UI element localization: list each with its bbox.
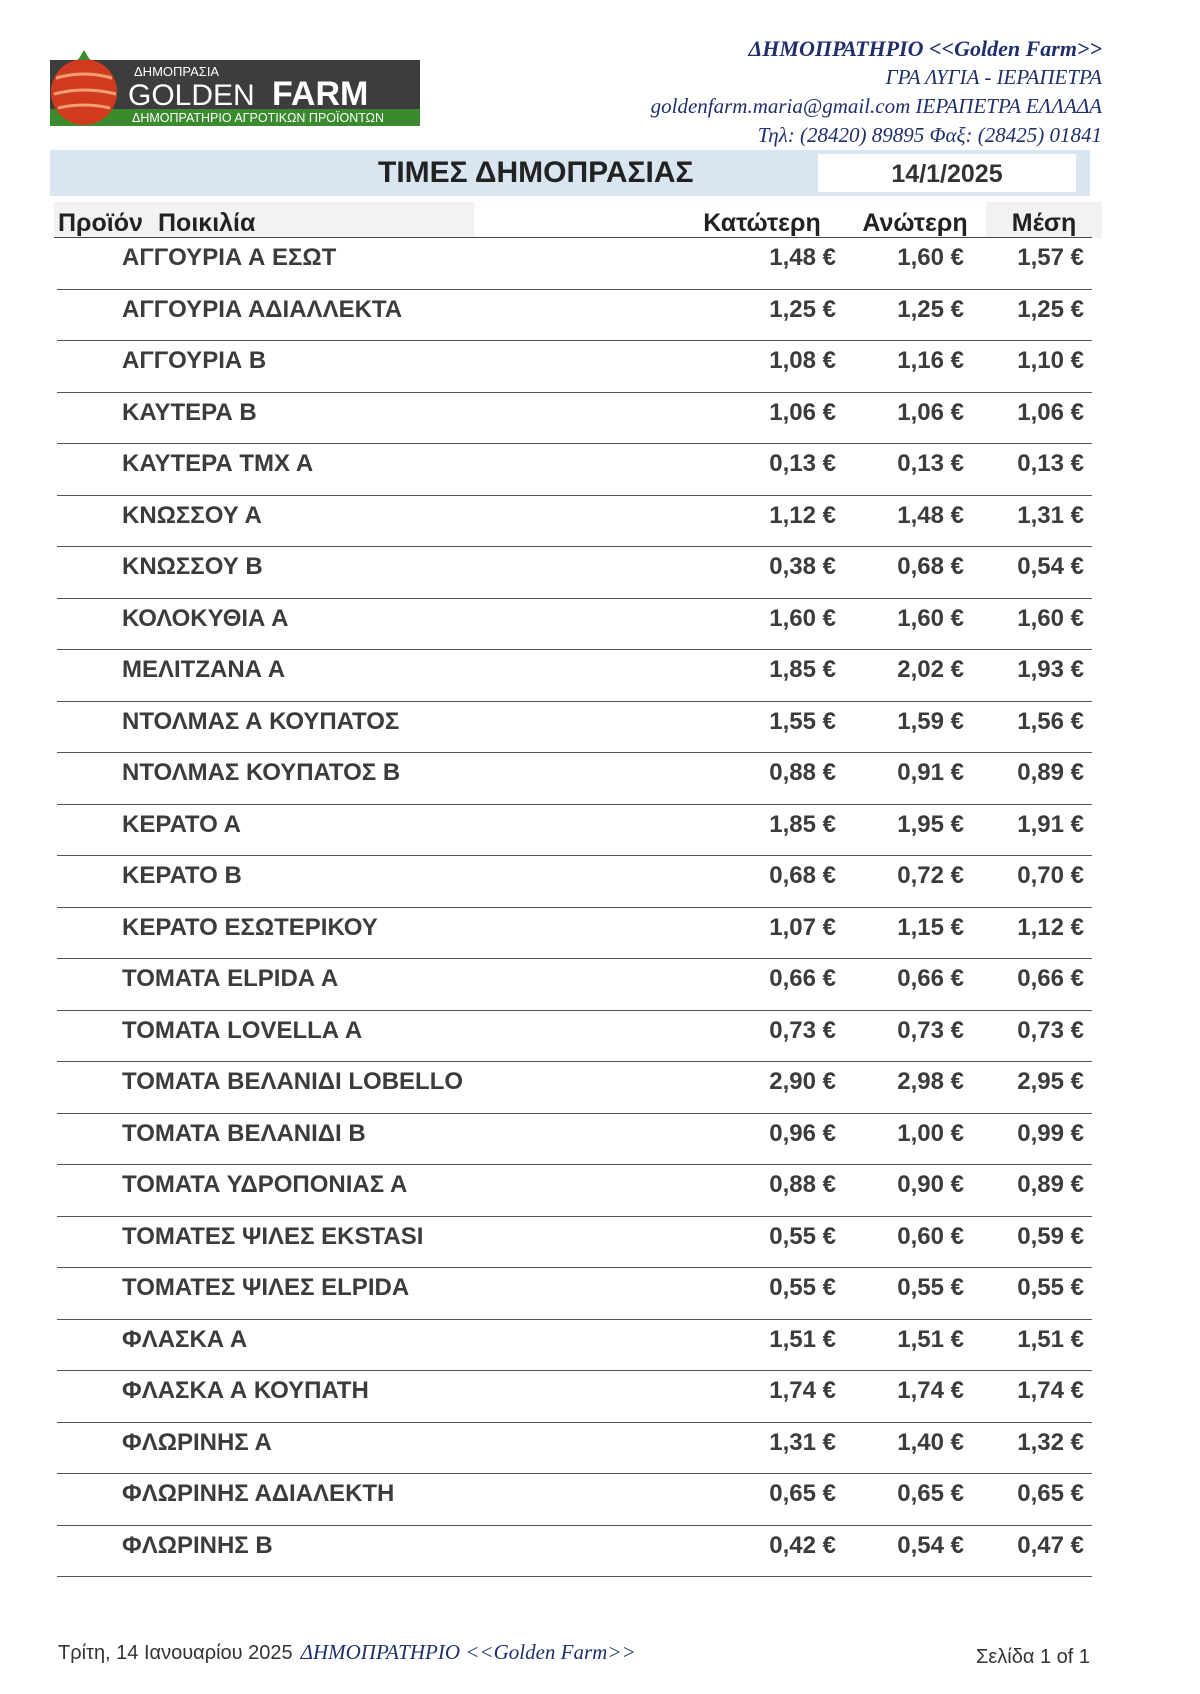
- high-price-cell: 1,60 €: [897, 244, 964, 271]
- golden-farm-logo: [50, 48, 420, 128]
- avg-price-cell: 0,99 €: [1017, 1119, 1084, 1147]
- company-email: goldenfarm.maria@gmail.com ΙΕΡΑΠΕΤΡΑ ΕΛΛΑΔΑ: [650, 94, 1102, 118]
- low-price-cell: 1,55 €: [769, 707, 836, 735]
- variety-cell: ΚΕΡΑΤΟ Β: [122, 862, 242, 889]
- high-price-cell: 1,06 €: [897, 398, 964, 426]
- avg-price-cell: 1,57 €: [1017, 244, 1084, 271]
- low-price-cell: 1,12 €: [769, 501, 836, 529]
- table-row: [57, 238, 1092, 290]
- variety-cell: ΑΓΓΟΥΡΙΑ Β: [122, 347, 267, 374]
- variety-cell: ΤΟΜΑΤΑ ΒΕΛΑΝΙΔΙ Β: [122, 1119, 366, 1147]
- low-price-cell: 1,25 €: [769, 295, 836, 323]
- company-name: ΔΗΜΟΠΡΑΤΗΡΙΟ <<Golden Farm>>: [748, 36, 1102, 61]
- table-row: [57, 393, 1092, 445]
- table-row: [57, 1320, 1092, 1372]
- high-price-cell: 0,13 €: [897, 450, 964, 477]
- high-price-cell: 0,68 €: [897, 553, 964, 580]
- avg-price-cell: 0,89 €: [1017, 1171, 1084, 1198]
- low-price-cell: 0,88 €: [769, 759, 836, 786]
- low-price-cell: 0,13 €: [769, 450, 836, 477]
- low-price-cell: 1,74 €: [769, 1377, 836, 1404]
- low-price-cell: 0,96 €: [769, 1119, 836, 1147]
- logo-brand-left: GOLDEN: [128, 79, 255, 112]
- avg-price-cell: 0,59 €: [1017, 1222, 1084, 1250]
- column-header-high: Ανώτερη: [850, 202, 980, 238]
- low-price-cell: 1,48 €: [769, 244, 836, 271]
- high-price-cell: 0,91 €: [897, 759, 964, 786]
- avg-price-cell: 1,10 €: [1017, 347, 1084, 374]
- variety-cell: ΑΓΓΟΥΡΙΑ ΑΔΙΑΛΛΕΚΤΑ: [122, 295, 403, 323]
- low-price-cell: 2,90 €: [769, 1068, 836, 1095]
- column-header-low: Κατώτερη: [692, 202, 832, 238]
- low-price-cell: 0,38 €: [769, 553, 836, 580]
- avg-price-cell: 1,06 €: [1017, 398, 1084, 426]
- low-price-cell: 1,08 €: [769, 347, 836, 374]
- variety-cell: ΚΕΡΑΤΟ Α: [122, 810, 241, 838]
- column-header-avg: Μέση: [986, 202, 1102, 238]
- high-price-cell: 1,59 €: [897, 707, 964, 735]
- low-price-cell: 0,88 €: [769, 1171, 836, 1198]
- variety-cell: ΦΛΩΡΙΝΗΣ Α: [122, 1428, 272, 1456]
- high-price-cell: 0,73 €: [897, 1016, 964, 1044]
- variety-cell: ΚΑΥΤΕΡΑ ΤΜΧ Α: [122, 450, 314, 477]
- table-row: [57, 856, 1092, 908]
- variety-cell: ΦΛΑΣΚΑ Α: [122, 1325, 248, 1353]
- variety-cell: ΤΟΜΑΤΕΣ ΨΙΛΕΣ ELPIDA: [122, 1274, 410, 1301]
- avg-price-cell: 0,13 €: [1017, 450, 1084, 477]
- footer-org: ΔΗΜΟΠΡΑΤΗΡΙΟ <<Golden Farm>>: [300, 1640, 636, 1664]
- variety-cell: ΦΛΑΣΚΑ Α ΚΟΥΠΑΤΗ: [122, 1377, 369, 1404]
- high-price-cell: 0,60 €: [897, 1222, 964, 1250]
- high-price-cell: 2,98 €: [897, 1068, 964, 1095]
- table-row: [57, 1423, 1092, 1475]
- footer-page-number: Σελίδα 1 of 1: [975, 1646, 1090, 1668]
- high-price-cell: 1,25 €: [897, 295, 964, 323]
- column-header-product: Προϊόν: [54, 202, 154, 238]
- table-row: [57, 1062, 1092, 1114]
- low-price-cell: 0,73 €: [769, 1016, 836, 1044]
- table-row: [57, 1114, 1092, 1166]
- low-price-cell: 0,68 €: [769, 862, 836, 889]
- low-price-cell: 0,66 €: [769, 965, 836, 992]
- high-price-cell: 1,40 €: [897, 1428, 964, 1456]
- avg-price-cell: 0,73 €: [1017, 1016, 1084, 1044]
- low-price-cell: 1,85 €: [769, 810, 836, 838]
- avg-price-cell: 1,51 €: [1017, 1325, 1084, 1353]
- company-phone: Τηλ: (28420) 89895 Φαξ: (28425) 01841: [757, 123, 1102, 147]
- company-address: ΓΡΑ ΛΥΓΙΑ - ΙΕΡΑΠΕΤΡΑ: [885, 65, 1102, 89]
- avg-price-cell: 1,31 €: [1017, 501, 1084, 529]
- table-row: [57, 1165, 1092, 1217]
- avg-price-cell: 1,60 €: [1017, 604, 1084, 632]
- variety-cell: ΦΛΩΡΙΝΗΣ Β: [122, 1531, 273, 1559]
- low-price-cell: 1,31 €: [769, 1428, 836, 1456]
- low-price-cell: 1,60 €: [769, 604, 836, 632]
- variety-cell: ΚΟΛΟΚΥΘΙΑ Α: [122, 604, 289, 632]
- variety-cell: ΤΟΜΑΤΑ ELPIDA Α: [122, 965, 339, 992]
- variety-cell: ΤΟΜΑΤΕΣ ΨΙΛΕΣ EKSTASI: [122, 1222, 424, 1250]
- table-row: [57, 496, 1092, 548]
- high-price-cell: 0,55 €: [897, 1274, 964, 1301]
- high-price-cell: 0,54 €: [897, 1531, 964, 1559]
- low-price-cell: 0,55 €: [769, 1222, 836, 1250]
- logo-brand-right: FARM: [272, 75, 369, 113]
- low-price-cell: 1,06 €: [769, 398, 836, 426]
- high-price-cell: 1,51 €: [897, 1325, 964, 1353]
- table-row: [57, 650, 1092, 702]
- avg-price-cell: 0,47 €: [1017, 1531, 1084, 1559]
- avg-price-cell: 0,55 €: [1017, 1274, 1084, 1301]
- low-price-cell: 0,42 €: [769, 1531, 836, 1559]
- company-info: [651, 34, 1102, 150]
- high-price-cell: 1,74 €: [897, 1377, 964, 1404]
- logo-top-text: ΔΗΜΟΠΡΑΣΙΑ: [134, 64, 220, 79]
- low-price-cell: 1,51 €: [769, 1325, 836, 1353]
- variety-cell: ΚΑΥΤΕΡΑ Β: [122, 398, 257, 426]
- avg-price-cell: 0,65 €: [1017, 1480, 1084, 1507]
- column-header-variety: Ποικιλία: [154, 202, 474, 238]
- table-row: [57, 959, 1092, 1011]
- low-price-cell: 0,55 €: [769, 1274, 836, 1301]
- table-row: [57, 547, 1092, 599]
- avg-price-cell: 0,89 €: [1017, 759, 1084, 786]
- avg-price-cell: 0,70 €: [1017, 862, 1084, 889]
- variety-cell: ΦΛΩΡΙΝΗΣ ΑΔΙΑΛΕΚΤΗ: [122, 1480, 395, 1507]
- avg-price-cell: 1,25 €: [1017, 295, 1084, 323]
- high-price-cell: 0,72 €: [897, 862, 964, 889]
- high-price-cell: 1,00 €: [897, 1119, 964, 1147]
- avg-price-cell: 0,54 €: [1017, 553, 1084, 580]
- variety-cell: ΚΕΡΑΤΟ ΕΣΩΤΕΡΙΚΟΥ: [122, 913, 378, 941]
- high-price-cell: 1,48 €: [897, 501, 964, 529]
- table-row: [57, 1268, 1092, 1320]
- avg-price-cell: 1,93 €: [1017, 656, 1084, 683]
- variety-cell: ΜΕΛΙΤΖΑΝΑ Α: [122, 656, 286, 683]
- high-price-cell: 1,15 €: [897, 913, 964, 941]
- low-price-cell: 1,85 €: [769, 656, 836, 683]
- table-row: [57, 1011, 1092, 1063]
- date-box: [818, 154, 1076, 192]
- avg-price-cell: 1,91 €: [1017, 810, 1084, 838]
- table-row: [57, 444, 1092, 496]
- page-title: ΤΙΜΕΣ ΔΗΜΟΠΡΑΣΙΑΣ: [378, 156, 694, 189]
- variety-cell: ΤΟΜΑΤΑ LOVELLA Α: [122, 1016, 363, 1044]
- variety-cell: ΝΤΟΛΜΑΣ ΚΟΥΠΑΤΟΣ Β: [122, 759, 401, 786]
- avg-price-cell: 1,56 €: [1017, 707, 1084, 735]
- table-row: [57, 1474, 1092, 1526]
- high-price-cell: 1,95 €: [897, 810, 964, 838]
- table-row: [57, 702, 1092, 754]
- variety-cell: ΚΝΩΣΣΟΥ Α: [122, 501, 262, 529]
- high-price-cell: 0,90 €: [897, 1171, 964, 1198]
- footer-left: [58, 1640, 636, 1665]
- avg-price-cell: 0,66 €: [1017, 965, 1084, 992]
- table-row: [57, 1217, 1092, 1269]
- auction-date: 14/1/2025: [891, 160, 1003, 188]
- avg-price-cell: 2,95 €: [1017, 1068, 1084, 1095]
- table-row: [57, 599, 1092, 651]
- price-table: [57, 238, 1092, 1577]
- table-row: [57, 341, 1092, 393]
- variety-cell: ΤΟΜΑΤΑ ΥΔΡΟΠΟΝΙΑΣ Α: [122, 1171, 408, 1198]
- footer-date: Τρίτη, 14 Ιανουαρίου 2025: [58, 1642, 293, 1664]
- table-row: [57, 908, 1092, 960]
- table-row: [57, 1526, 1092, 1578]
- logo-tagline: ΔΗΜΟΠΡΑΤΗΡΙΟ ΑΓΡΟΤΙΚΩΝ ΠΡΟΪΟΝΤΩΝ: [132, 111, 385, 125]
- avg-price-cell: 1,74 €: [1017, 1377, 1084, 1404]
- avg-price-cell: 1,12 €: [1017, 913, 1084, 941]
- table-row: [57, 753, 1092, 805]
- high-price-cell: 0,65 €: [897, 1480, 964, 1507]
- low-price-cell: 0,65 €: [769, 1480, 836, 1507]
- low-price-cell: 1,07 €: [769, 913, 836, 941]
- high-price-cell: 1,16 €: [897, 347, 964, 374]
- table-row: [57, 1371, 1092, 1423]
- variety-cell: ΚΝΩΣΣΟΥ Β: [122, 553, 263, 580]
- high-price-cell: 1,60 €: [897, 604, 964, 632]
- high-price-cell: 0,66 €: [897, 965, 964, 992]
- variety-cell: ΝΤΟΛΜΑΣ Α ΚΟΥΠΑΤΟΣ: [122, 707, 400, 735]
- high-price-cell: 2,02 €: [897, 656, 964, 683]
- title-bar: [50, 150, 1090, 196]
- avg-price-cell: 1,32 €: [1017, 1428, 1084, 1456]
- variety-cell: ΤΟΜΑΤΑ ΒΕΛΑΝΙΔΙ LOBELLO: [122, 1068, 464, 1095]
- table-row: [57, 290, 1092, 342]
- table-row: [57, 805, 1092, 857]
- variety-cell: ΑΓΓΟΥΡΙΑ Α ΕΣΩΤ: [122, 244, 337, 271]
